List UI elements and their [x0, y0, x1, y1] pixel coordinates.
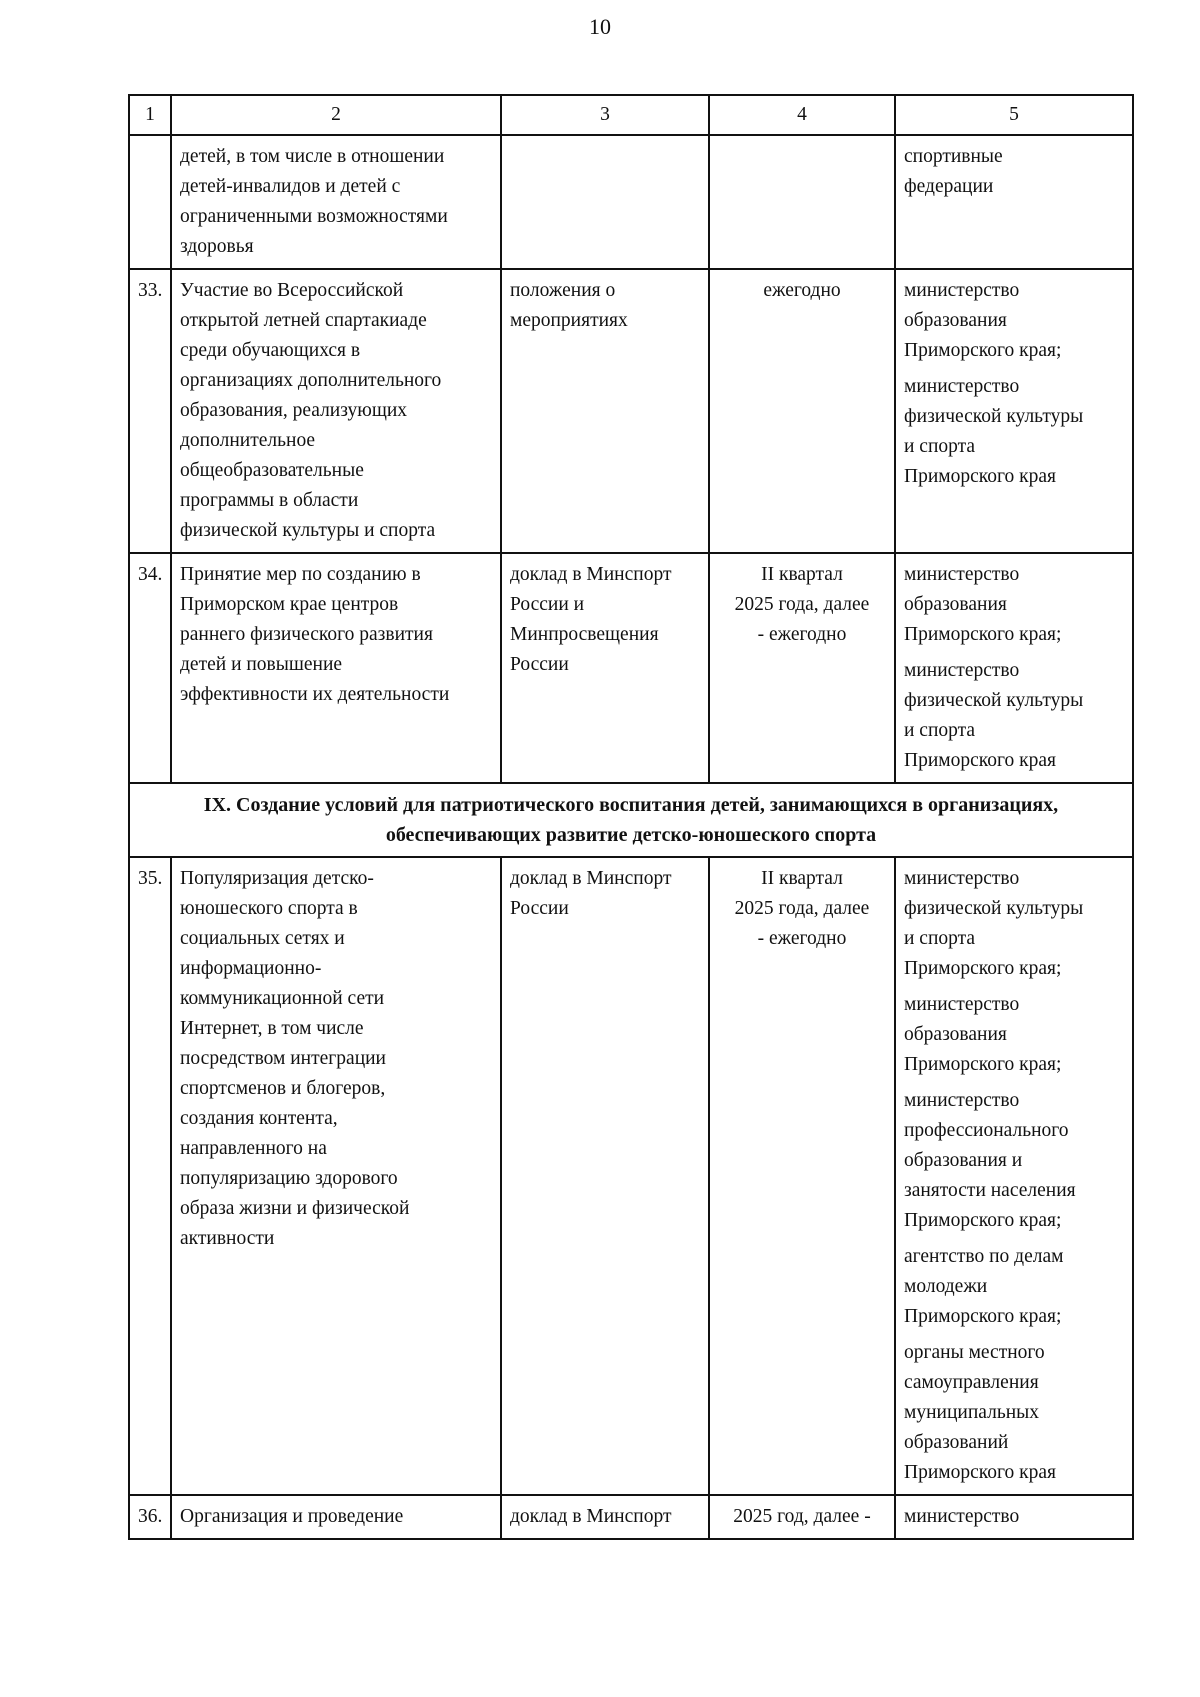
activity-line: посредством интеграции	[180, 1048, 386, 1069]
header-cell: 2	[171, 95, 501, 135]
result-line: мероприятиях	[510, 310, 628, 331]
row-number: 35.	[129, 857, 171, 1495]
activity-line: ограниченными возможностями	[180, 206, 448, 227]
activity-line: детей-инвалидов и детей с	[180, 176, 401, 197]
deadline-line: ежегодно	[763, 280, 841, 301]
activity-cell	[171, 553, 501, 783]
activity-line: активности	[180, 1228, 275, 1249]
activity-line: информационно-	[180, 958, 322, 979]
executor-cell	[895, 1495, 1133, 1539]
executor-line: Приморского края;	[904, 1054, 1062, 1075]
activity-line: здоровья	[180, 236, 254, 257]
row-number: 33.	[129, 269, 171, 553]
executor-line: и спорта	[904, 436, 976, 457]
section-heading	[129, 783, 1133, 857]
page-number: 10	[589, 14, 611, 39]
activity-line: образа жизни и физической	[180, 1198, 410, 1219]
activity-line: детей, в том числе в отношении	[180, 146, 445, 167]
executor-line: образования	[904, 594, 1007, 615]
header-cell: 4	[709, 95, 895, 135]
deadline-line: - ежегодно	[757, 928, 847, 949]
executor-line: образования	[904, 1024, 1007, 1045]
table-row	[129, 1495, 1133, 1539]
activity-line: Популяризация детско-	[180, 868, 374, 889]
deadline-cell	[709, 269, 895, 553]
executor-line: агентство по делам	[904, 1246, 1064, 1267]
activity-line: создания контента,	[180, 1108, 338, 1129]
executor-line: Приморского края	[904, 1462, 1056, 1483]
executor-cell	[895, 857, 1133, 1495]
executor-line: образования и	[904, 1150, 1023, 1171]
result-cell	[501, 135, 709, 269]
deadline-line: 2025 год, далее -	[733, 1506, 871, 1527]
activity-line: общеобразовательные	[180, 460, 364, 481]
table-row	[129, 857, 1133, 1495]
executor-line: физической культуры	[904, 690, 1084, 711]
activity-line: открытой летней спартакиаде	[180, 310, 427, 331]
executor-cell	[895, 135, 1133, 269]
activity-cell	[171, 857, 501, 1495]
activity-line: образования, реализующих	[180, 400, 408, 421]
activity-line: популяризацию здорового	[180, 1168, 398, 1189]
executor-line: органы местного	[904, 1342, 1045, 1363]
activity-line: организациях дополнительного	[180, 370, 442, 391]
deadline-line: 2025 года, далее	[734, 594, 870, 615]
executor-line: Приморского края;	[904, 958, 1062, 979]
executor-line: федерации	[904, 176, 994, 197]
activity-line: направленного на	[180, 1138, 327, 1159]
executor-line: министерство	[904, 994, 1020, 1015]
executor-line: образования	[904, 310, 1007, 331]
activity-line: Организация и проведение	[180, 1506, 404, 1527]
activity-line: дополнительное	[180, 430, 316, 451]
header-cell: 1	[129, 95, 171, 135]
executor-line: и спорта	[904, 928, 976, 949]
result-line: доклад в Минспорт	[510, 564, 672, 585]
deadline-line: 2025 года, далее	[734, 898, 870, 919]
result-cell	[501, 1495, 709, 1539]
executor-line: и спорта	[904, 720, 976, 741]
executor-cell	[895, 553, 1133, 783]
activity-line: социальных сетях и	[180, 928, 345, 949]
executor-line: молодежи	[904, 1276, 988, 1297]
section-heading-line: обеспечивающих развитие детско-юношеского спорта	[385, 824, 877, 846]
executor-line: министерство	[904, 280, 1020, 301]
activity-cell	[171, 135, 501, 269]
executor-line: муниципальных	[904, 1402, 1040, 1423]
result-cell	[501, 857, 709, 1495]
executor-line: Приморского края;	[904, 340, 1062, 361]
activity-line: эффективности их деятельности	[180, 684, 450, 705]
result-line: России и	[510, 594, 585, 615]
deadline-line: II квартал	[761, 868, 843, 889]
executor-line: министерство	[904, 376, 1020, 397]
table-row	[129, 553, 1133, 783]
activity-line: программы в области	[180, 490, 359, 511]
result-cell	[501, 269, 709, 553]
executor-line: министерство	[904, 660, 1020, 681]
activity-line: Интернет, в том числе	[180, 1018, 364, 1039]
executor-line: Приморского края;	[904, 624, 1062, 645]
row-number: 34.	[129, 553, 171, 783]
activities-table	[128, 94, 1134, 1540]
executor-line: самоуправления	[904, 1372, 1039, 1393]
header-cell: 5	[895, 95, 1133, 135]
executor-cell	[895, 269, 1133, 553]
result-line: доклад в Минспорт	[510, 1506, 672, 1527]
activity-cell	[171, 269, 501, 553]
deadline-cell	[709, 135, 895, 269]
result-line: положения о	[510, 280, 616, 301]
activity-cell	[171, 1495, 501, 1539]
deadline-cell	[709, 857, 895, 1495]
deadline-cell	[709, 553, 895, 783]
section-heading-line: IX. Создание условий для патриотического воспитания детей, занимающихся в организациях,	[203, 794, 1059, 816]
executor-line: министерство	[904, 1506, 1020, 1527]
executor-line: занятости населения	[904, 1180, 1076, 1201]
executor-line: Приморского края;	[904, 1210, 1062, 1231]
header-cell: 3	[501, 95, 709, 135]
executor-line: министерство	[904, 868, 1020, 889]
table-row	[129, 269, 1133, 553]
deadline-line: II квартал	[761, 564, 843, 585]
result-line: Минпросвещения	[510, 624, 659, 645]
activity-line: Участие во Всероссийской	[180, 280, 404, 301]
executor-line: Приморского края;	[904, 1306, 1062, 1327]
result-cell	[501, 553, 709, 783]
executor-line: министерство	[904, 564, 1020, 585]
result-line: России	[510, 898, 569, 919]
activity-line: Принятие мер по созданию в	[180, 564, 421, 585]
table-header-row	[129, 95, 1133, 135]
executor-line: физической культуры	[904, 406, 1084, 427]
activity-line: среди обучающихся в	[180, 340, 361, 361]
activity-line: физической культуры и спорта	[180, 520, 436, 541]
row-number: 36.	[129, 1495, 171, 1539]
executor-line: физической культуры	[904, 898, 1084, 919]
table-row	[129, 135, 1133, 269]
executor-line: образований	[904, 1432, 1009, 1453]
executor-line: спортивные	[904, 146, 1003, 167]
executor-line: министерство	[904, 1090, 1020, 1111]
result-line: доклад в Минспорт	[510, 868, 672, 889]
activity-line: коммуникационной сети	[180, 988, 385, 1009]
deadline-cell	[709, 1495, 895, 1539]
row-number	[129, 135, 171, 269]
section-row	[129, 783, 1133, 857]
executor-line: профессионального	[904, 1120, 1069, 1141]
deadline-line: - ежегодно	[757, 624, 847, 645]
activity-line: юношеского спорта в	[180, 898, 358, 919]
activity-line: спортсменов и блогеров,	[180, 1078, 386, 1099]
executor-line: Приморского края	[904, 750, 1056, 771]
activity-line: Приморском крае центров	[180, 594, 399, 615]
activity-line: раннего физического развития	[180, 624, 433, 645]
result-line: России	[510, 654, 569, 675]
activity-line: детей и повышение	[180, 654, 343, 675]
executor-line: Приморского края	[904, 466, 1056, 487]
